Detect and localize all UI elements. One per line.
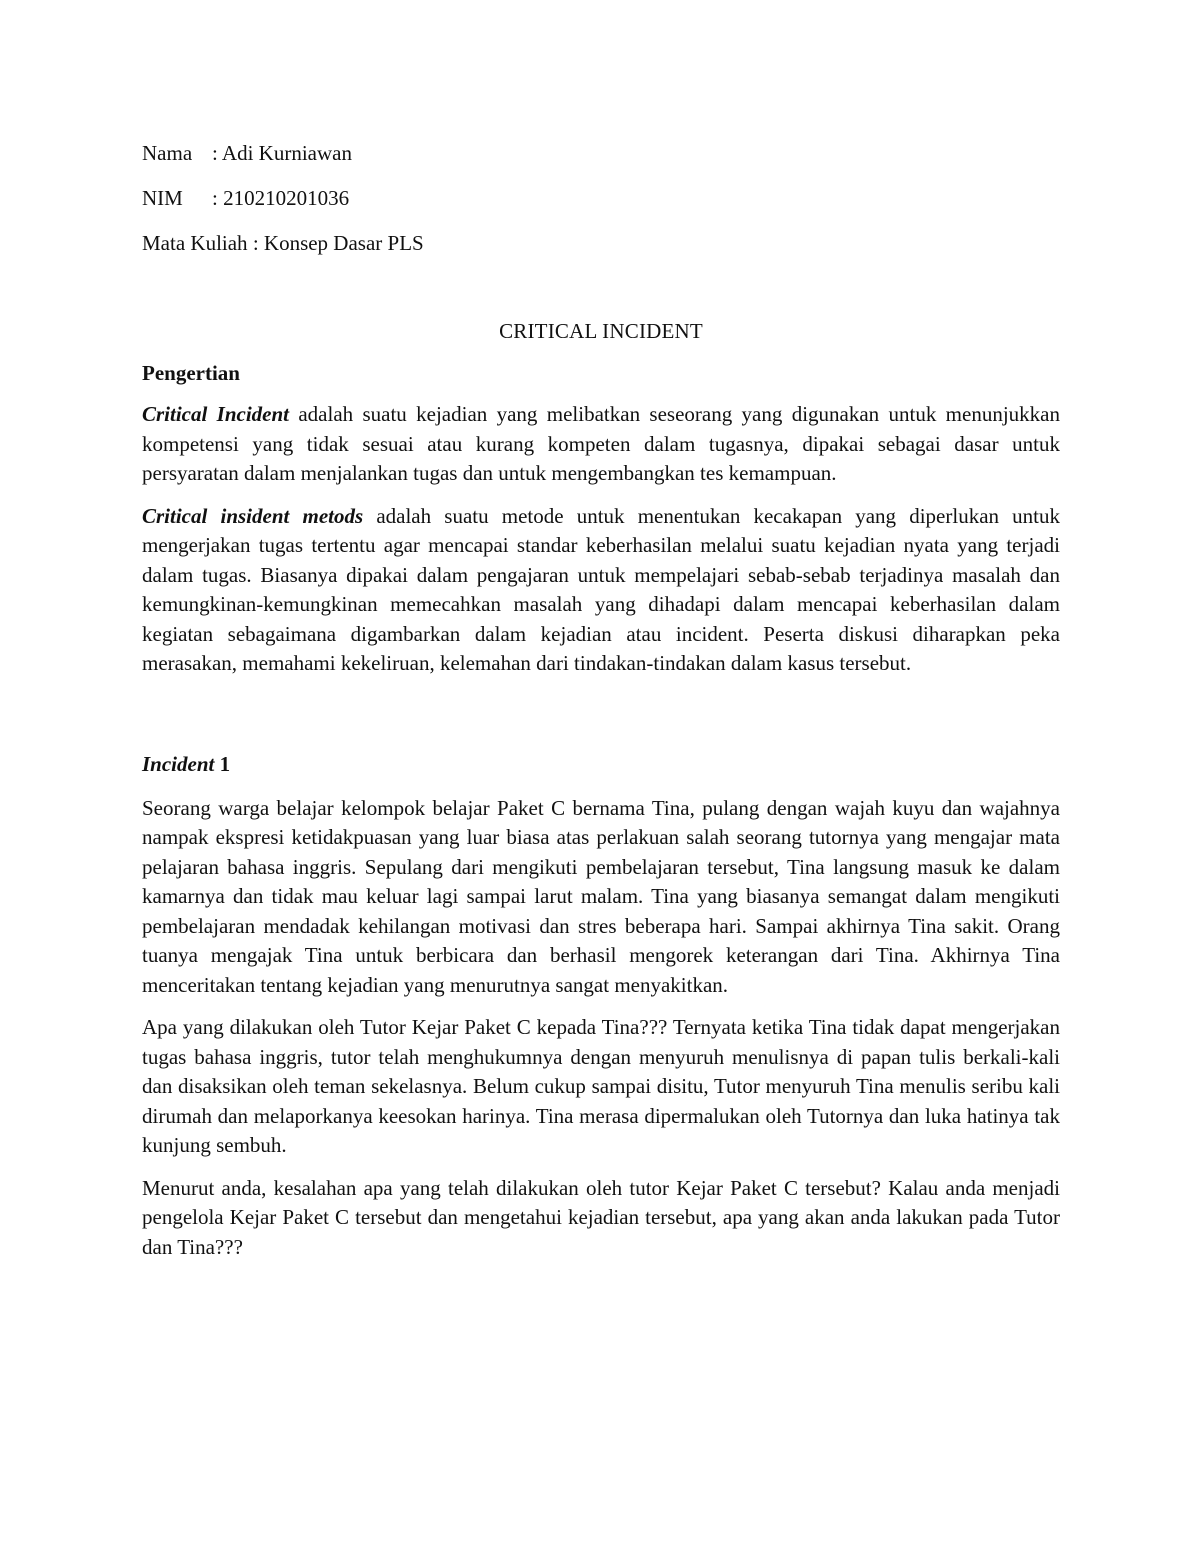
student-id-label: NIM [142,186,183,210]
student-name-value: : Adi Kurniawan [212,141,352,165]
document-title: CRITICAL INCIDENT [499,319,703,343]
term-critical-insident-metods: Critical insident metods [142,503,364,528]
term-critical-incident: Critical Incident [142,402,290,426]
definition-text-2: adalah suatu metode untuk menentukan kecakapan yang diperlukan untuk mengerjakan tugas tertentu agar mencapai standar keberhasilan melalui suatu kejadian nyata yang terjadi dalam tugas. Biasanya dipakai dalam pengajaran untuk mempelajari sebab-sebab terjadinya masalah dan kemungkinan-kemungkinan memecahkan masalah yang dihadapi dalam mencapai keberhasilan dalam kegiatan sebagaimana digambarkan dalam kejadian atau incident. Peserta diskusi diharapkan peka merasakan, memahami kekeliruan, kelemahan dari tindakan-tindakan dalam kasus tersebut. [142,503,1061,675]
student-name-label: Nama [142,141,193,165]
incident-paragraph-3: Menurut anda, kesalahan apa yang telah dilakukan oleh tutor Kejar Paket C tersebut? Kalau anda menjadi pengelola Kejar Paket C tersebut dan mengetahui kejadian tersebut, apa yang akan anda lakukan pada Tutor dan Tina??? [142,1175,1060,1259]
definition-text-1: adalah suatu kejadian yang melibatkan seseorang yang digunakan untuk menunjukkan kompetensi yang tidak sesuai atau kurang kompeten dalam tugasnya, dipakai sebagai dasar untuk persyaratan dalam menjalankan tugas dan untuk mengembangkan tes kemampuan. [142,402,1060,485]
student-id-value: : 210210201036 [212,186,350,210]
student-id-line [142,183,1060,213]
incident-paragraph-1: Seorang warga belajar kelompok belajar Paket C bernama Tina, pulang dengan wajah kuyu dan wajahnya nampak ekspresi ketidakpuasan yang luar biasa atas perlakuan salah seorang tutornya yang mengajar mata pelajaran bahasa inggris. Sepulang dari mengikuti pembelajaran tersebut, Tina langsung masuk ke dalam kamarnya dan tidak mau keluar lagi sampai larut malam. Tina yang biasanya semangat dalam mengikuti pembelajaran mendadak kehilangan motivasi dan stres beberapa hari. Sampai akhirnya Tina sakit. Orang tuanya mengajak Tina untuk berbicara dan berhasil mengorek keterangan dari Tina. Akhirnya Tina menceritakan tentang kejadian yang menurutnya sangat menyakitkan. [142,795,1060,997]
course-line [142,228,1060,258]
course-value: : Konsep Dasar PLS [252,231,424,255]
definition-paragraph-1 [142,400,1060,489]
incident-paragraph-2: Apa yang dilakukan oleh Tutor Kejar Paket C kepada Tina??? Ternyata ketika Tina tidak dapat mengerjakan tugas bahasa inggris, tutor telah menghukumnya dengan menyuruh menulisnya di papan tulis berkali-kali dan disaksikan oleh teman sekelasnya. Belum cukup sampai disitu, Tutor menyuruh Tina menulis seribu kali dirumah dan melaporkanya keesokan harinya. Tina merasa dipermalukan oleh Tutornya dan luka hatinya tak kunjung sembuh. [142,1015,1060,1157]
course-label: Mata Kuliah [142,231,248,255]
incident-heading-word: Incident [142,751,215,776]
document-page [142,138,1060,1275]
section-heading-pengertian: Pengertian [142,361,240,385]
section-heading-incident [142,749,1060,779]
incident-heading-number: 1 [214,751,231,776]
definition-paragraph-2 [142,502,1060,679]
student-name-line [142,138,1060,168]
